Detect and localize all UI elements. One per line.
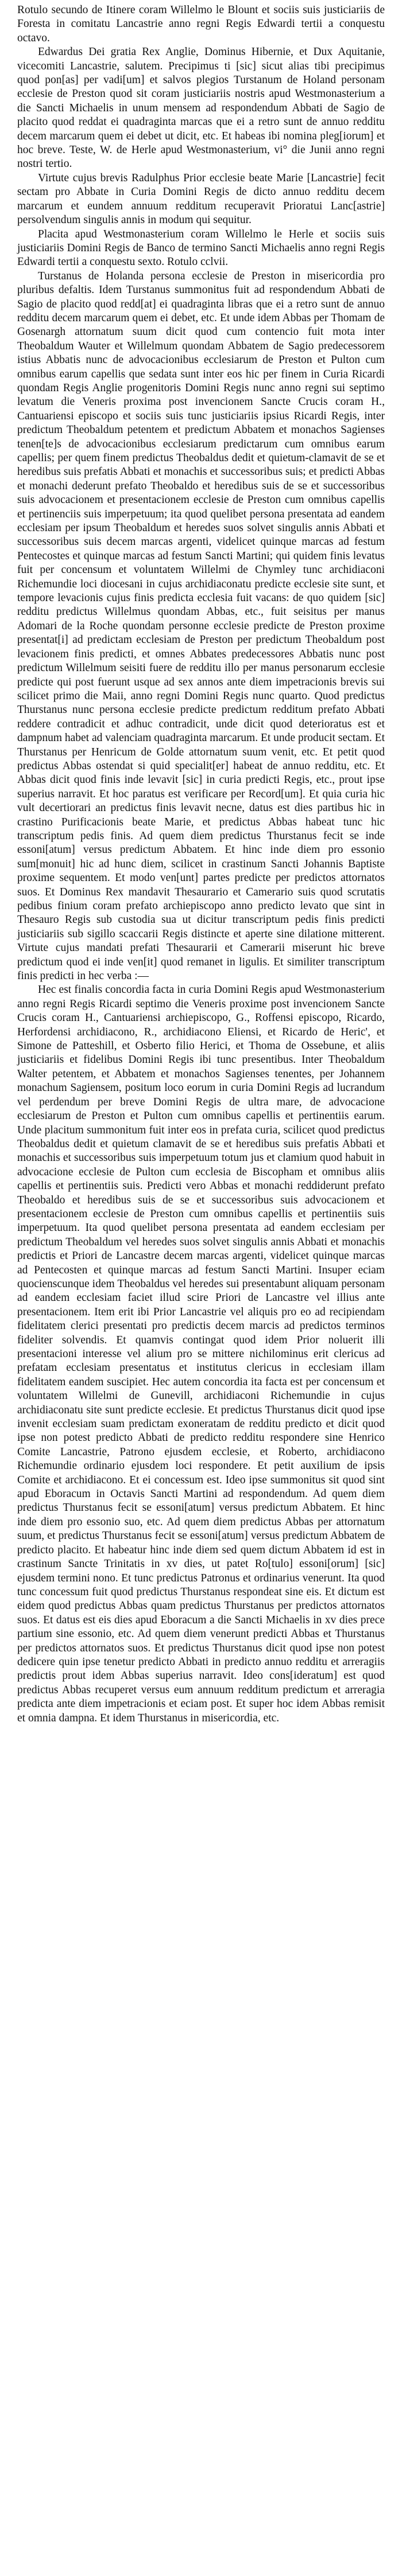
writ-paragraph: Edwardus Dei gratia Rex Anglie, Dominus Hibernie, et Dux Aquitanie, vicecomiti Lancastrie, salutem. Precipimus ti [sic] sicut alias tibi precipimus quod pon[as] per vadi[um] et salvos plegios Turstanum de Holand personam ecclesie de Preston quod sit coram justiciariis nostris apud Westmonasterium a die Sancti Michaelis in unum mensem ad respondendum Abbati de Sagio de placito quod reddat ei quadraginta marcas que ei a retro sunt de annuo redditu decem marcarum quem ei debet ut dicit, etc. Et habeas ibi nomina pleg[iorum] et hoc breve. Teste, W. de Herle apud Westmonasterium, vi° die Junii anno regni nostri tertio. — [17, 46, 385, 170]
pleading-paragraph: Turstanus de Holanda persona ecclesie de Preston in misericordia pro pluribus defaltis. Idem Turstanus summonitus fuit ad respondendum Abbati de Sagio de placito quod redd[at] ei quadraginta libras que ei a retro sunt de annuo redditu decem marcarum quem ei debet, etc. Et unde idem Abbas per Thomam de Gosenargh attornatum suum dicit quod cum contencio fuit mota inter Theobaldum Wauter et Willelmum quondam Abbatem de Sagio predecessorem istius Abbatis nunc de advocacionibus ecclesiarum de Preston et Pulton cum omnibus earum capellis que sedata sunt inter eos hic per finem in Curia Ricardi quondam Regis Anglie progenitoris Domini Regis nunc anno regni sui septimo levatum die Veneris proxima post invencionem Sancte Crucis coram H., Cantuariensi episcopo et sociis suis tunc justiciariis ipsius Ricardi Regis, inter predictum Theobaldum petentem et predictum Abbatem et monachos Sagienses tenen[te]s de advocacionibus ecclesiarum predictarum cum omnibus earum capellis; per quem finem predictus Theobaldus dedit et quietum-clamavit de se et heredibus suis prefatis Abbati et monachis et successoribus suis; et predicti Abbas et monachi dederunt prefato Theobaldo et heredibus suis de se et successoribus suis advocacionem et presentacionem ecclesie de Preston cum omnibus capellis et pertinenciis suis imperpetuum; ita quod quelibet persona presentata ad eandem ecclesiam per ipsum Theobaldum et heredes suos solvet singulis annis Abbati et successoribus suis decem marcas argenti, videlicet quinque marcas ad festum Pentecostes et quinque marcas ad festum Sancti Martini; qui quidem finis levatus fuit per concensum et voluntatem Willelmi de Chymley tunc archidiaconi Richemundie loci diocesani in cujus archidiaconatu predicte ecclesie site sunt, et tempore levacionis cujus finis predicta ecclesia fuit vacans: de quo quidem [sic] redditu predictus Willelmus quondam Abbas, etc., fuit seisitus per manus Adomari de la Roche quondam personne ecclesie predicte de Preston proxime presentat[i] ad predictam ecclesiam de Preston per predictum Theobaldum post levacionem finis predicti, et omnes Abbates predecessores Abbatis nunc post predictum Willelmum seisiti fuere de redditu illo per manus personarum ecclesie predicte qui post fuerunt usque ad sex annos ante diem impetracionis brevis sui scilicet primo die Maii, anno regni Domini Regis nunc quarto. Quod predictus Thurstanus nunc persona ecclesie predicte predictum redditum prefato Abbati reddere contradicit et adhuc contradicit, unde dicit quod deterioratus est et dampnum habet ad valenciam quadraginta marcarum. Et unde producit sectam. Et Thurstanus per Henricum de Golde attornatum suum venit, etc. Et petit quod predictus Abbas ostendat si quid specialit[er] habeat de annuo redditu, etc. Et Abbas dicit quod finis inde levavit [sic] in curia predicti Regis, etc., prout ipse superius narravit. Et hoc paratus est verificare per Record[um]. Et quia curia hic vult decertiorari an predictus finis levavit necne, datus est dies partibus hic in crastino Purificacionis beate Marie, et predictus Abbas habeat tunc hic transcriptum pedis finis. Ad quem diem predictus Thurstanus fecit se inde essoni[atum] versus predictum Abbatem. Et hinc inde diem pro essonio sum[monuit] hic ad hunc diem, scilicet in crastinum Sancti Johannis Baptiste proxime sequentem. Et modo ven[unt] partes predicte per predictos attornatos suos. Et Dominus Rex mandavit Thesaurario et Camerario suis quod scrutatis pedibus finium coram prefato archiepiscopo anno predicto levato que sint in Thesauro Regis sub custodia sua ut dicitur transcriptum pedis finis predicti justiciariis sub sigillo scaccarii Regis distincte et aperte sine dilatione mitterent. Virtute cujus mandati prefati Thesaurarii et Camerarii miserunt hic breve predictum quod ei inde ven[it] quod remanet in ligulis. Et similiter transcriptum finis predicti in hec verba :— — [17, 270, 385, 983]
suit-paragraph: Virtute cujus brevis Radulphus Prior ecclesie beate Marie [Lancastrie] fecit sectam pro Abbate in Curia Domini Regis de dicto annuo redditu decem marcarum et eundem annuum redditum recuperavit Prioratui Lanc[astrie] persolvendum singulis annis in modum qui sequitur. — [17, 172, 385, 227]
final-concord-paragraph: Hec est finalis concordia facta in curia Domini Regis apud Westmonasterium anno regni Regis Ricardi septimo die Veneris proxime post invencionem Sancte Crucis coram H., Cantuariensi archiepiscopo, G., Roffensi episcopo, Ricardo, Herfordensi archidiacono, R., archidiacono Eliensi, et Ricardo de Heric', et Simone de Patteshill, et Osberto filio Herici, et Thoma de Ossebune, et aliis justiciariis et fidelibus Domini Regis ibi tunc presentibus. Inter Theobaldum Walter petentem, et Abbatem et monachos Sagienses tenentes, per Johannem monachum Sagiensem, positum loco eorum in curia Domini Regis ad lucrandum vel perdendum per breve Domini Regis de ultra mare, de advocacione ecclesiarum de Preston et Pulton cum omnibus capellis et pertinentiis earum. Unde placitum summonitum fuit inter eos in prefata curia, scilicet quod predictus Theobaldus dedit et quietum clamavit de se et heredibus suis prefatis Abbati et monachis et successoribus suis imperpetuum totum jus et clamium quod habuit in advocacione ecclesie de Pulton cum ecclesia de Biscopham et omnibus aliis capellis et pertinentiis suis. Predicti vero Abbas et monachi reddiderunt prefato Theobaldo et heredibus suis de se et successoribus suis advocacionem et presentacionem ecclesie de Preston cum omnibus capellis et pertinentiis suis imperpetuum. Ita quod quelibet persona presentata ad eandem ecclesiam per predictum Theobaldum vel heredes suos solvet singulis annis Abbati et monachis predictis et Priori de Lancastre decem marcas argenti, videlicet quinque marcas ad Pentecosten et quinque marcas ad festum Sancti Martini. Insuper eciam quocienscunque idem Theobaldus vel heredes sui presentabunt aliquam personam ad eandem ecclesiam faciet illud scire Priori de Lancastre vel illius ante presentacionem. Item erit ibi Prior Lancastrie vel aliquis pro eo ad recipiendam fidelitatem clerici presentati pro predictis decem marcis ad predictos terminos fideliter solvendis. Et quamvis contingat quod idem Prior noluerit illi presentacioni interesse vel alium pro se mittere nichilominus erit clericus ad prefatam ecclesiam presentatus et institutus clericus in ecclesiam illam fidelitatem eandem suscipiet. Hec autem concordia ita facta est per concensum et voluntatem Willelmi de Gunevill, archidiaconi Richemundie in cujus archidiaconatu site sunt predicte ecclesie. Et predictus Thurstanus dicit quod ipse invenit ecclesiam suam predictam exoneratam de redditu predicto et dicit quod ipse non potest predicto Abbati de predicto redditu respondere sine Henrico Comite Lancastrie, Patrono ejusdem ecclesie, et Roberto, archidiacono Richemundie ordinario ejusdem loci respondere. Et petit auxilium de ipsis Comite et archidiacono. Et ei concessum est. Ideo ipse summonitus sit quod sint apud Eboracum in Octavis Sancti Martini ad respondendum. Ad quem diem predictus Thurstanus fecit se essoni[atum] versus predictum Abbatem. Et hinc inde diem pro essonio suo, etc. Ad quem diem predictus Abbas per attornatum suum, et predictus Thurstanus fecit se essoni[atum] versus predictum Abbatem de predicto placito. Et habeatur hinc inde diem sed quem dictum Abbatem id est in crastinum Sancte Trinitatis in xv dies, ut patet Ro[tulo] essoni[orum] [sic] ejusdem termini nono. Et tunc predictus Patronus et ordinarius venerunt. Ita quod tunc concessum fuit quod predictus Thurstanus respondeat sine eis. Et dictum est eidem quod predictus Abbas quam predictus Thurstanus per predictos attornatos suos. Et datus est eis dies apud Eboracum a die Sancti Michaelis in xv dies prece partium sine essonio, etc. Ad quem diem venerunt predicti Abbas et Thurstanus per predictos attornatos suos. Et predictus Thurstanus dicit quod ipse non potest dedicere quin ipse tenetur predicto Abbati in predicto annuo redditu et arreragiis predictis prout idem Abbas superius narravit. Ideo cons[ideratum] est quod predictus Abbas recuperet versus eum annuum redditum predictum et arreragia predicta ante diem impetracionis et eciam post. Et super hoc idem Abbas remisit et omnia dampna. Et idem Thurstanus in misericordia, etc. — [17, 984, 385, 1724]
placita-heading: Placita apud Westmonasterium coram Willelmo le Herle et sociis suis justiciariis Domini Regis de Banco de termino Sancti Michaelis anno regni Regis Edwardi tertii a conquestu sexto. Rotulo cclvii. — [17, 228, 385, 268]
rotulus-heading: Rotulo secundo de Itinere coram Willelmo le Blount et sociis suis justiciariis de Foresta in comitatu Lancastrie anno regni Regis Edwardi tertii a conquestu octavo. — [17, 4, 385, 44]
